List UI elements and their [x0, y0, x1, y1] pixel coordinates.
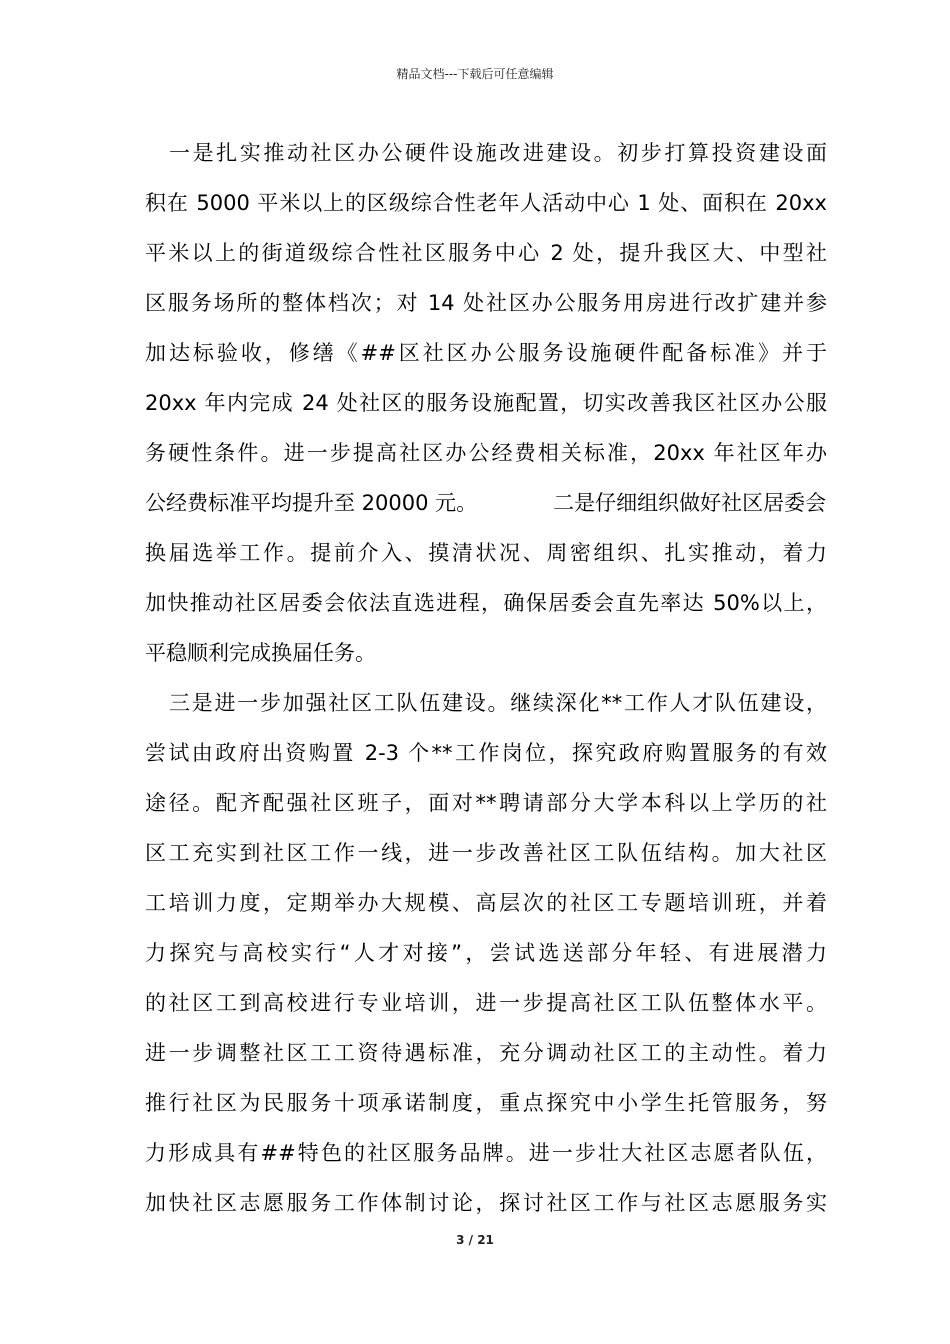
body-line-part: 二是仔细组织做好社区居委会 [553, 491, 827, 515]
body-line: 三是进一步加强社区工队伍建设。继续深化**工作人才队伍建设， [169, 691, 827, 715]
body-line: 力探究与高校实行“人才对接”，尝试选送部分年轻、有进展潜力 [145, 941, 827, 965]
page-number-separator: / [464, 1233, 478, 1247]
body-line: 平米以上的街道级综合性社区服务中心 2 处，提升我区大、中型社 [145, 241, 827, 265]
body-line: 换届选举工作。提前介入、摸清状况、周密组织、扎实推动，着力 [145, 541, 827, 565]
body-line: 平稳顺利完成换届任务。 [145, 641, 376, 665]
page-number-current: 3 [456, 1233, 465, 1247]
body-line: 进一步调整社区工工资待遇标准，充分调动社区工的主动性。着力 [145, 1041, 827, 1065]
document-body [145, 128, 827, 1228]
body-line: 一是扎实推动社区办公硬件设施改进建设。初步打算投资建设面 [169, 141, 827, 165]
body-line: 区工充实到社区工作一线，进一步改善社区工队伍结构。加大社区 [145, 841, 827, 865]
header-text: 精品文档---下载后可任意编辑 [396, 67, 554, 81]
page-header [0, 66, 950, 82]
body-line: 尝试由政府出资购置 2-3 个**工作岗位，探究政府购置服务的有效 [145, 741, 827, 765]
body-line-part: 公经费标准平均提升至 20000 元。 [145, 491, 478, 515]
body-line: 加达标验收，修缮《##区社区办公服务设施硬件配备标准》并于 [145, 341, 827, 365]
body-line: 加快推动社区居委会依法直选进程，确保居委会直先率达 50%以上， [145, 591, 827, 615]
page-footer [0, 1232, 950, 1248]
body-line: 工培训力度，定期举办大规模、高层次的社区工专题培训班，并着 [145, 891, 827, 915]
body-line: 20xx 年内完成 24 处社区的服务设施配置，切实改善我区社区办公服 [145, 391, 827, 415]
page-number-total: 21 [477, 1233, 494, 1247]
body-line: 务硬性条件。进一步提高社区办公经费相关标准，20xx 年社区年办 [145, 441, 827, 465]
body-line: 加快社区志愿服务工作体制讨论，探讨社区工作与社区志愿服务实 [145, 1191, 827, 1215]
body-line: 的社区工到高校进行专业培训，进一步提高社区工队伍整体水平。 [145, 991, 827, 1015]
body-line: 推行社区为民服务十项承诺制度，重点探究中小学生托管服务，努 [145, 1091, 827, 1115]
body-line: 积在 5000 平米以上的区级综合性老年人活动中心 1 处、面积在 20xx [145, 191, 827, 215]
body-line: 途径。配齐配强社区班子，面对**聘请部分大学本科以上学历的社 [145, 791, 827, 815]
body-line: 力形成具有##特色的社区服务品牌。进一步壮大社区志愿者队伍， [145, 1141, 827, 1165]
body-line: 区服务场所的整体档次；对 14 处社区办公服务用房进行改扩建并参 [145, 291, 827, 315]
body-line [145, 478, 827, 528]
